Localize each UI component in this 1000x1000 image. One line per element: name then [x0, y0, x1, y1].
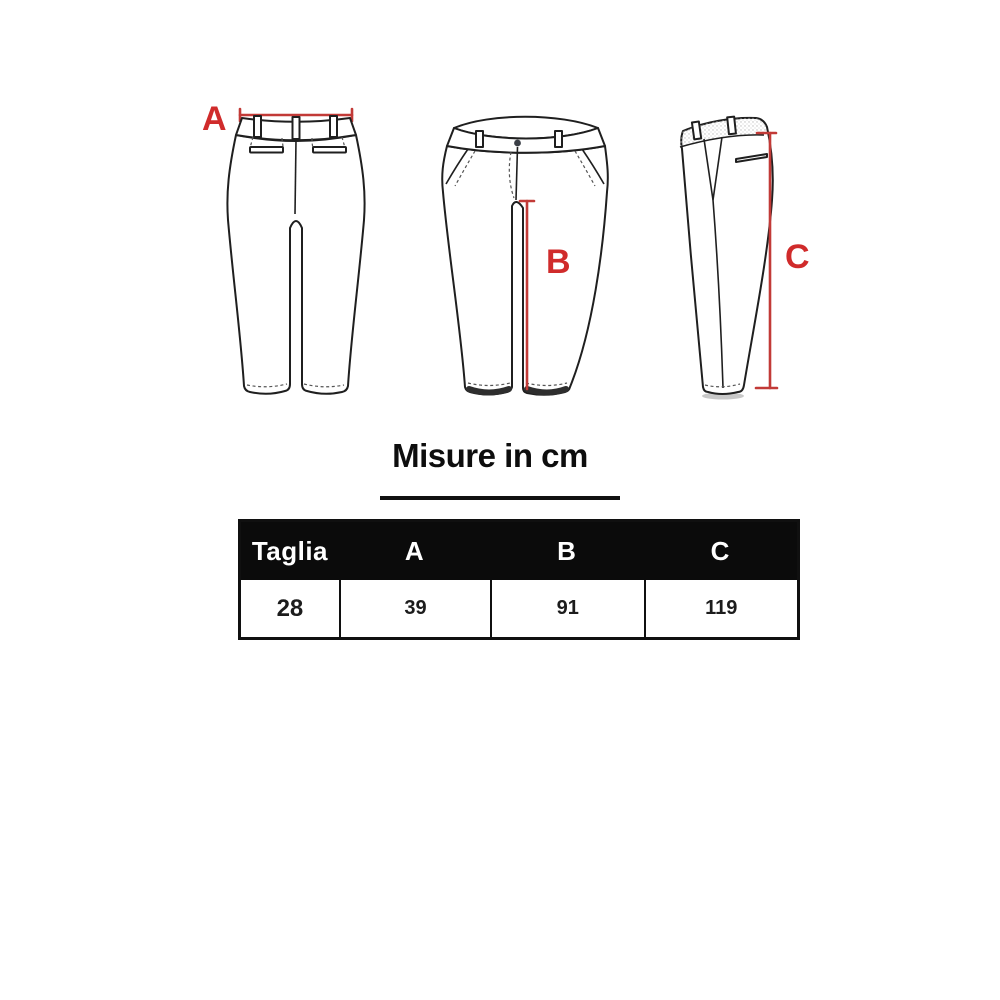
size-value-taglia: 28: [276, 594, 304, 622]
page-title: Misure in cm: [392, 437, 588, 474]
size-table-header-a: A: [404, 535, 425, 566]
belt-loop: [254, 116, 261, 137]
back-pocket: [313, 147, 346, 153]
size-value-c: 119: [644, 580, 797, 637]
pants-front-view-drawing: [435, 100, 615, 405]
size-table-header-c: C: [710, 535, 730, 566]
leg-hem: [469, 389, 509, 393]
back-pocket: [250, 147, 283, 153]
front-pants-body: [442, 146, 608, 395]
pants-side-view-drawing: [660, 105, 825, 410]
size-value-b: 91: [490, 580, 643, 637]
size-table-row: [241, 580, 797, 637]
center-back-seam: [295, 140, 296, 214]
size-table: [238, 519, 800, 640]
size-table-header-taglia: Taglia: [251, 535, 329, 566]
size-value-a: 39: [339, 580, 490, 637]
belt-loop: [330, 116, 337, 137]
belt-loop: [692, 122, 701, 140]
pants-back-view-drawing: [190, 90, 375, 410]
size-table-header-row: [241, 522, 797, 580]
waist-button: [514, 140, 521, 147]
leg-hem: [527, 389, 566, 393]
belt-loop: [476, 131, 483, 147]
measure-label-a: A: [202, 100, 227, 138]
belt-loop: [555, 131, 562, 147]
belt-loop: [293, 117, 300, 139]
belt-loop: [727, 117, 736, 135]
title-underline: [380, 496, 620, 500]
measure-label-b: B: [546, 243, 571, 281]
size-table-header-b: B: [557, 535, 577, 566]
measure-label-c: C: [785, 238, 810, 276]
